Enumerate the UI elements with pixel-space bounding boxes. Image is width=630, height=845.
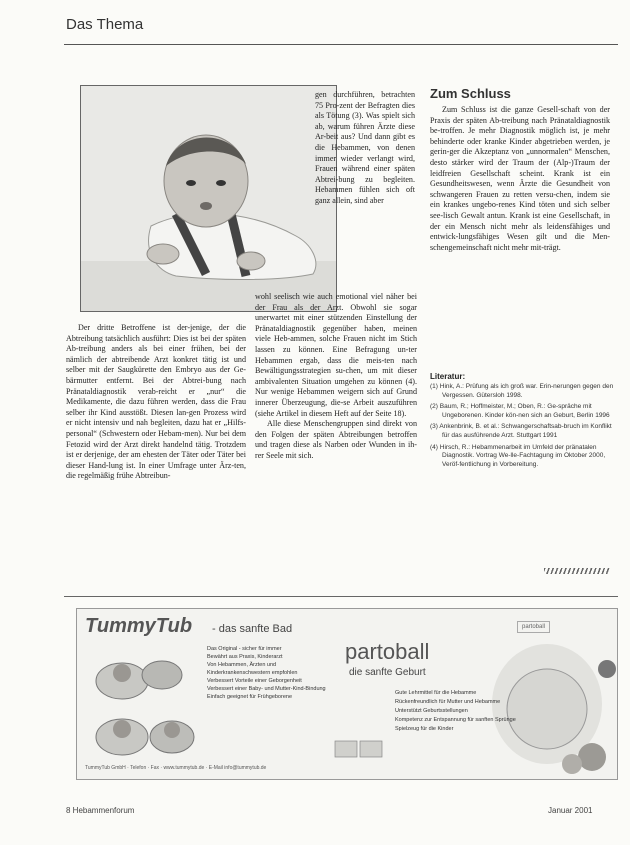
literature-item: (2) Baum, R.; Hoffmeister, M.; Oben, R.: Ge-spräche mit Ungeborenen. Kinder kön-nen sich an Geburt, Berlin 1996 bbox=[430, 403, 610, 419]
ad-bullet: Einfach geeignet für Frühgeborene bbox=[207, 694, 293, 700]
footer-right: Januar 2001 bbox=[548, 806, 593, 815]
box-paragraph: Zum Schluss ist die ganze Gesell-schaft von der Praxis der späten Ab-treibung nach Pränataldiagnostik be-troffen. Je mehr Diagnostik möglich ist, je mehr behinderte oder kranke Kinder abgetrieben werden, je gerin-ger die Akzeptanz von „unnormalen“ Menschen, desto stärker wird der Traum der (Alp-)Traum der leidfreien Gesellschaft scheint. Krank ist ein Gesundheitswesen, wenn Ärzte die Gesundheit von schwangeren Frauen zu retten versu-chen, indem sie ein krankes ungebo-renes Kind töten und sich selber see-lisch Gewalt antun. Krank ist eine Gesellschaft, in der ein Mensch nicht mehr als leidensfähiges und entwick-lungsfähiges Wesen gilt und die Men-schengemeinschaft nicht mehr mit-trägt. bbox=[430, 105, 610, 252]
advertisement bbox=[76, 608, 618, 780]
ad-bullet: Spielzeug für die Kinder bbox=[395, 726, 454, 732]
ad-bullet: Unterstützt Geburtsstellungen bbox=[395, 708, 468, 714]
ad-bullet: Das Original - sicher für immer bbox=[207, 646, 282, 652]
column-2-paragraph: wohl seelisch wie auch emotional viel näher bei der Frau als der Arzt. Obwohl sie sogar unerwartet mit einer stützenden Einstellung der Pränataldiagnostik gegenüber haben, meinen viele Heb-ammen, solche Frauen nicht im Stich lassen zu können. Eine Befragung un-ter Hebammen ergab, dass die meis-ten nach Bewältigungsstrategien su-chen, um mit dieser ambivalenten Situation umgehen zu können (4). Nur wenige Hebammen weigern sich auf Grund innerer Überzeugung, die-se Arbeit auszuführen (siehe Artikel in diesem Heft auf der Seite 18). bbox=[255, 292, 417, 418]
tummytub-logo: TummyTub bbox=[85, 615, 193, 637]
ad-footer-line: TummyTub GmbH · Telefon · Fax · www.tummytub.de · E-Mail info@tummytub.de bbox=[85, 765, 267, 771]
column-2 bbox=[255, 292, 417, 462]
literature-title: Literatur: bbox=[430, 372, 466, 381]
section-title: Das Thema bbox=[66, 16, 144, 33]
ad-bullet: Verbessert Vorteile einer Geborgenheit bbox=[207, 678, 302, 684]
literature-item: (1) Hink, A.: Prüfung als ich groß war. Erin-nerungen gegen den Vergessen. Gütersloh 1998. bbox=[430, 383, 614, 399]
box-text bbox=[430, 105, 610, 253]
column-2-top bbox=[315, 90, 415, 207]
end-marker-stripes bbox=[544, 568, 610, 574]
column-2-top-paragraph: gen durchführen, betrachten 75 Pro-zent der Befragten dies als Tötung (3). Was spielt sich ab, warum führen Ärzte diese Ar-beit aus? Und dann gibt es die Hebammen, von denen immer wieder verlangt wird, Frauen während einer späten Abtrei-bung zu begleiten. Hebammen fühlen sich oft ganz allein, sind aber bbox=[315, 90, 415, 205]
tummytub-tagline: - das sanfte Bad bbox=[212, 623, 293, 635]
literature-item: (4) Hirsch, R.: Hebammenarbeit im Umfeld der pränatalen Diagnostik. Vortrag We-lle-Fachtagung im Oktober 2000, Veröf-fentlichung in Vorbereitung. bbox=[430, 443, 606, 468]
column-2-paragraph-2: Alle diese Menschengruppen sind direkt von den Folgen der späten Abtreibungen betroffen und tragen diese als Narben oder Wunden in ih-rer Seele mit sich. bbox=[255, 419, 417, 460]
tummytub-bullets bbox=[207, 645, 332, 701]
baby-photo bbox=[80, 85, 337, 312]
ad-bullet: Bewährt aus Praxis, Kinderarzt bbox=[207, 654, 283, 660]
ad-bullet: Kompetenz zur Entspannung für sanften Sprünge bbox=[395, 717, 516, 723]
literature-item: (3) Ankenbrink, B. et al.: Schwangerschaftsab-bruch im Konflikt für das ausführende Arzt. Stuttgart 1991 bbox=[430, 423, 612, 439]
partoball-bullets bbox=[395, 689, 525, 734]
ad-rule bbox=[64, 596, 618, 597]
ad-bullet: Gute Lehrmittel für die Hebamme bbox=[395, 690, 477, 696]
partoball-badge: partoball bbox=[517, 621, 550, 633]
ad-bullet: Verbessert einer Baby- und Mutter-Kind-Bindung bbox=[207, 686, 326, 692]
box-title: Zum Schluss bbox=[430, 86, 511, 101]
baby-photo-illustration bbox=[81, 86, 336, 311]
ad-bullet: Rückenfreundlich für Mutter und Hebamme bbox=[395, 699, 501, 705]
literature-list bbox=[430, 383, 615, 472]
partoball-logo: partoball bbox=[345, 639, 430, 664]
footer-left: 8 Hebammenforum bbox=[66, 806, 135, 815]
partoball-tagline: die sanfte Geburt bbox=[349, 667, 426, 678]
column-1-paragraph: Der dritte Betroffene ist der-jenige, der die Abtreibung tatsächlich ausführt: Dies ist bei der späten Ab-treibung anders als bei einer frühen, bei der nämlich der abtreibende Arzt konkret tätig ist und selber mit der Saugkürette den Embryo aus der Ge-bärmutter entfernt. Bei der Abtrei-bung nach Pränataldiagnostik verab-reicht er „nur“ die Medikamente, die dazu führen werden, dass die Frau selber ihr Kind ausstößt. Diesen lan-gen Prozess wird er nicht intensiv und nah begleiten, dazu hat er „Hilfs-personal“ (Schwestern oder Hebam-men). Nur bei dem Fetozid wird der Arzt direkt handelnd tätig. Trotzdem ist er derjenige, der am ehesten der Täter oder Täter bei dieser Hand-lung ist. In einer Umfrage unter Ärz-ten, die regelmäßig frühe Abtreibun- bbox=[66, 323, 246, 481]
header-rule bbox=[64, 44, 618, 45]
ad-bullet: Von Hebammen, Ärzten und Kinderkrankenschwestern empfohlen bbox=[207, 662, 298, 676]
column-1 bbox=[66, 323, 246, 482]
